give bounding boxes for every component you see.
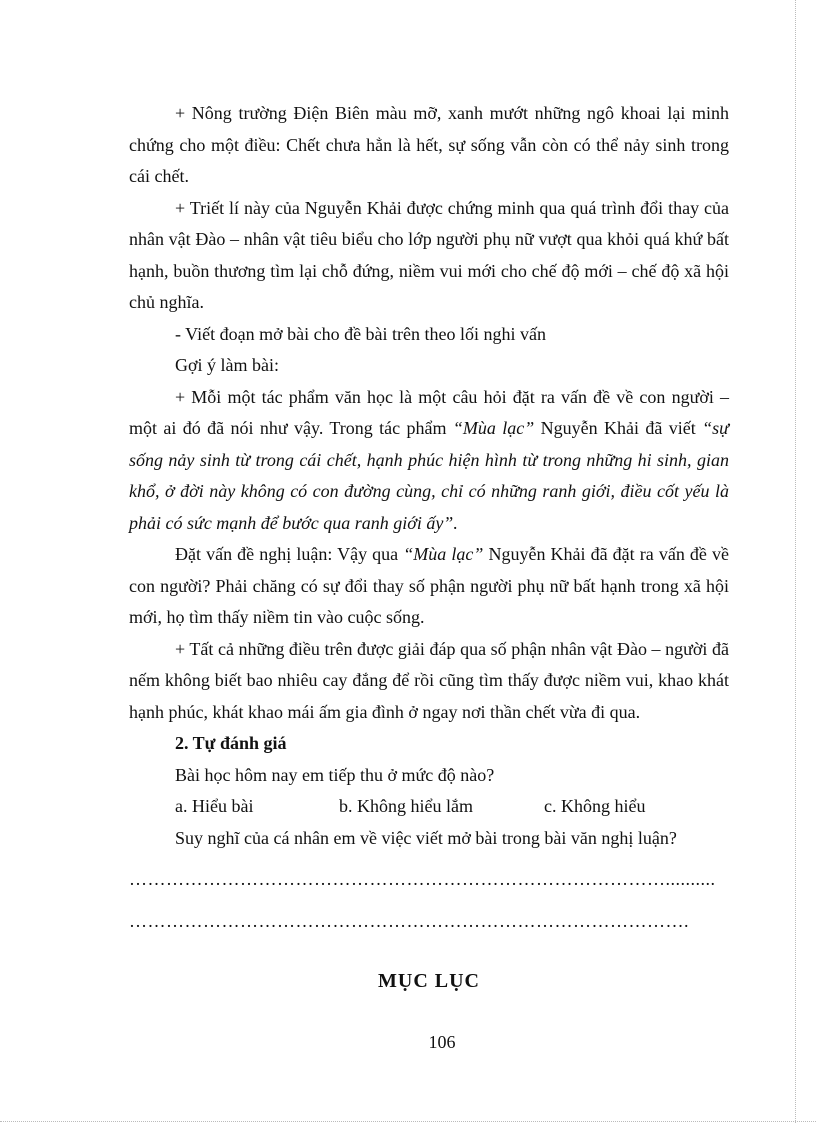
intro-text: + Mỗi một tác phẩm văn học là một câu hỏi đặt ra vấn đề về con người – một ai đó đã nói như vậy. Trong tác phẩm (129, 386, 729, 438)
answer-line-1: …………………………………………………………………………….......... (129, 869, 716, 889)
paragraph-intro (129, 382, 729, 540)
paragraph-conclusion: + Tất cả những điều trên được giải đáp qua số phận nhân vật Đào – người đã nếm không biết bao nhiêu cay đắng để rồi cũng tìm thấy được niềm vui, khao khát hạnh phúc, khát khao mái ấm gia đình ở ngay nơi thần chết vừa đi qua. (129, 638, 729, 722)
paragraph-task: - Viết đoạn mở bài cho đề bài trên theo lối nghi vấn (175, 323, 547, 344)
paragraph-philosophy: + Triết lí này của Nguyễn Khải được chứng minh qua quá trình đổi thay của nhân vật Đào – nhân vật tiêu biểu cho lớp người phụ nữ vượt qua khỏi quá khứ bất hạnh, buồn thương tìm lại chỗ đứng, niềm vui mới cho chế độ mới – chế độ xã hội chủ nghĩa. (129, 197, 729, 312)
body-text (129, 98, 729, 937)
intro-text-2: Nguyễn Khải đã viết (534, 418, 703, 438)
problem-text: Đặt vấn đề nghị luận: Vậy qua (175, 544, 404, 564)
answer-line-2: ………………………………………………………………………………. (129, 910, 689, 931)
self-eval-options (129, 791, 729, 823)
paragraph-farm: + Nông trường Điện Biên màu mỡ, xanh mướt những ngô khoai lại minh chứng cho một điều: Chết chưa hẳn là hết, sự sống vẫn còn có thể nảy sinh trong cái chết. (129, 103, 729, 186)
self-eval-heading: 2. Tự đánh giá (175, 733, 287, 753)
page-border-right (795, 0, 796, 1123)
work-title-2: “Mùa lạc” (403, 544, 484, 564)
paragraph-hint-label: Gợi ý làm bài: (175, 355, 280, 375)
toc-title: MỤC LỤC (378, 970, 480, 992)
quote-text: “sự sống nảy sinh từ trong cái chết, hạnh phúc hiện hình từ trong những hi sinh, gian khổ, ở đời này không có con đường cùng, chỉ có những ranh giới, điều cốt yếu là phải có sức mạnh để bước qua ranh giới ấy”. (129, 418, 729, 533)
problem-text-2: Nguyễn Khải đã đặt ra vấn đề về con người? Phải chăng có sự đổi thay số phận người phụ nữ bất hạnh trong xã hội mới, họ tìm thấy niềm tin vào cuộc sống. (129, 544, 729, 627)
work-title: “Mùa lạc” (452, 418, 535, 438)
reflection-question: Suy nghĩ của cá nhân em về việc viết mở bài trong bài văn nghị luận? (175, 827, 677, 848)
option-a: a. Hiểu bài (175, 796, 254, 816)
option-c: c. Không hiểu (544, 796, 646, 816)
self-eval-question: Bài học hôm nay em tiếp thu ở mức độ nào? (175, 764, 495, 785)
paragraph-problem (129, 539, 729, 634)
option-b: b. Không hiểu lắm (339, 796, 473, 816)
page-number: 106 (428, 1032, 456, 1052)
page-border-bottom (0, 1121, 816, 1122)
